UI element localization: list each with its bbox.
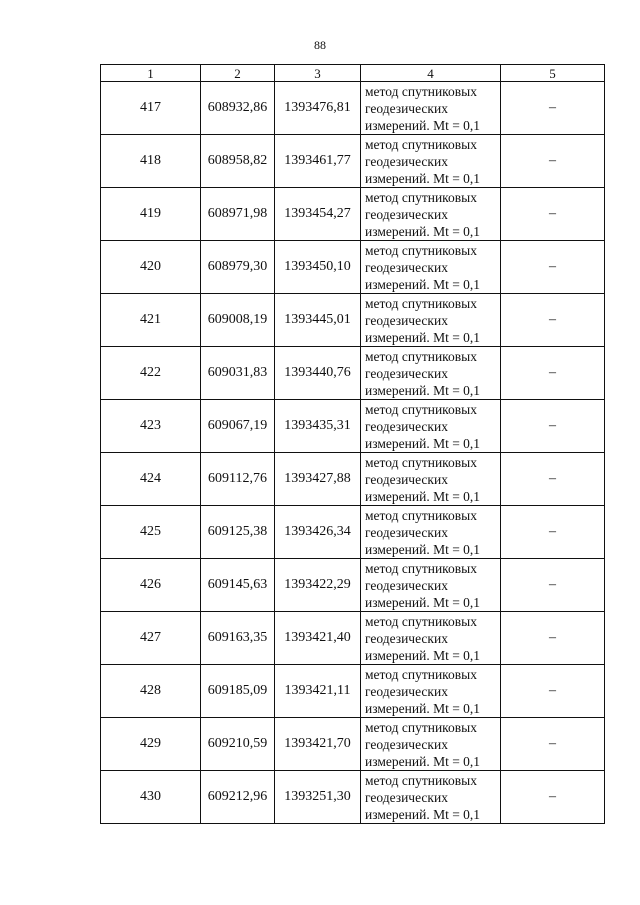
table-row [101, 612, 605, 665]
method-line: метод спутниковых [365, 507, 477, 523]
y-coordinate-cell: 1393454,27 [275, 188, 361, 241]
method-cell [361, 559, 501, 612]
method-cell [361, 82, 501, 135]
method-line: метод спутниковых [365, 242, 477, 258]
method-line: метод спутниковых [365, 772, 477, 788]
table-row [101, 135, 605, 188]
table-row [101, 188, 605, 241]
note-cell: – [501, 400, 605, 453]
point-number-cell: 419 [101, 188, 201, 241]
method-line: геодезических [365, 418, 448, 434]
method-line: геодезических [365, 683, 448, 699]
method-line: метод спутниковых [365, 401, 477, 417]
method-line: измерений. Mt = 0,1 [365, 541, 481, 557]
method-line: метод спутниковых [365, 83, 477, 99]
table-body [101, 82, 605, 824]
y-coordinate-cell: 1393251,30 [275, 771, 361, 824]
method-line: метод спутниковых [365, 189, 477, 205]
method-cell [361, 612, 501, 665]
method-line: метод спутниковых [365, 719, 477, 735]
method-line: геодезических [365, 577, 448, 593]
method-line: измерений. Mt = 0,1 [365, 488, 481, 504]
x-coordinate-cell: 609145,63 [201, 559, 275, 612]
y-coordinate-cell: 1393435,31 [275, 400, 361, 453]
method-line: измерений. Mt = 0,1 [365, 594, 481, 610]
method-cell [361, 188, 501, 241]
note-cell: – [501, 347, 605, 400]
method-line: измерений. Mt = 0,1 [365, 700, 481, 716]
column-header-2: 2 [201, 65, 275, 82]
x-coordinate-cell: 608958,82 [201, 135, 275, 188]
y-coordinate-cell: 1393440,76 [275, 347, 361, 400]
x-coordinate-cell: 609031,83 [201, 347, 275, 400]
method-line: геодезических [365, 153, 448, 169]
x-coordinate-cell: 609008,19 [201, 294, 275, 347]
y-coordinate-cell: 1393422,29 [275, 559, 361, 612]
table-row [101, 718, 605, 771]
table-row [101, 771, 605, 824]
x-coordinate-cell: 609125,38 [201, 506, 275, 559]
method-line: метод спутниковых [365, 136, 477, 152]
x-coordinate-cell: 609067,19 [201, 400, 275, 453]
note-cell: – [501, 135, 605, 188]
x-coordinate-cell: 609212,96 [201, 771, 275, 824]
table-row [101, 82, 605, 135]
method-cell [361, 506, 501, 559]
note-cell: – [501, 506, 605, 559]
table-row [101, 400, 605, 453]
note-cell: – [501, 241, 605, 294]
y-coordinate-cell: 1393426,34 [275, 506, 361, 559]
x-coordinate-cell: 608932,86 [201, 82, 275, 135]
method-line: геодезических [365, 524, 448, 540]
column-header-1: 1 [101, 65, 201, 82]
note-cell: – [501, 453, 605, 506]
method-line: геодезических [365, 206, 448, 222]
method-line: метод спутниковых [365, 295, 477, 311]
note-cell: – [501, 559, 605, 612]
note-cell: – [501, 188, 605, 241]
method-cell [361, 453, 501, 506]
method-line: измерений. Mt = 0,1 [365, 435, 481, 451]
method-line: геодезических [365, 789, 448, 805]
table-row [101, 559, 605, 612]
point-number-cell: 430 [101, 771, 201, 824]
method-line: метод спутниковых [365, 348, 477, 364]
method-line: измерений. Mt = 0,1 [365, 382, 481, 398]
method-line: метод спутниковых [365, 560, 477, 576]
table-row [101, 241, 605, 294]
y-coordinate-cell: 1393421,11 [275, 665, 361, 718]
point-number-cell: 420 [101, 241, 201, 294]
point-number-cell: 417 [101, 82, 201, 135]
method-cell [361, 241, 501, 294]
method-cell [361, 400, 501, 453]
y-coordinate-cell: 1393421,40 [275, 612, 361, 665]
note-cell: – [501, 82, 605, 135]
x-coordinate-cell: 609185,09 [201, 665, 275, 718]
method-cell [361, 718, 501, 771]
x-coordinate-cell: 609112,76 [201, 453, 275, 506]
method-line: измерений. Mt = 0,1 [365, 647, 481, 663]
method-line: геодезических [365, 365, 448, 381]
method-line: измерений. Mt = 0,1 [365, 753, 481, 769]
note-cell: – [501, 294, 605, 347]
method-cell [361, 135, 501, 188]
point-number-cell: 428 [101, 665, 201, 718]
method-cell [361, 771, 501, 824]
x-coordinate-cell: 608971,98 [201, 188, 275, 241]
table-row [101, 453, 605, 506]
note-cell: – [501, 612, 605, 665]
y-coordinate-cell: 1393450,10 [275, 241, 361, 294]
method-line: метод спутниковых [365, 666, 477, 682]
point-number-cell: 429 [101, 718, 201, 771]
note-cell: – [501, 771, 605, 824]
point-number-cell: 424 [101, 453, 201, 506]
table-header-row [101, 65, 605, 82]
method-cell [361, 347, 501, 400]
column-header-5: 5 [501, 65, 605, 82]
point-number-cell: 418 [101, 135, 201, 188]
point-number-cell: 427 [101, 612, 201, 665]
note-cell: – [501, 718, 605, 771]
y-coordinate-cell: 1393427,88 [275, 453, 361, 506]
x-coordinate-cell: 608979,30 [201, 241, 275, 294]
method-line: метод спутниковых [365, 454, 477, 470]
coordinates-table [100, 64, 605, 824]
y-coordinate-cell: 1393461,77 [275, 135, 361, 188]
point-number-cell: 421 [101, 294, 201, 347]
method-line: измерений. Mt = 0,1 [365, 223, 481, 239]
point-number-cell: 423 [101, 400, 201, 453]
method-cell [361, 665, 501, 718]
x-coordinate-cell: 609163,35 [201, 612, 275, 665]
method-line: геодезических [365, 736, 448, 752]
x-coordinate-cell: 609210,59 [201, 718, 275, 771]
column-header-3: 3 [275, 65, 361, 82]
point-number-cell: 425 [101, 506, 201, 559]
method-line: измерений. Mt = 0,1 [365, 806, 481, 822]
table-row [101, 506, 605, 559]
y-coordinate-cell: 1393476,81 [275, 82, 361, 135]
y-coordinate-cell: 1393421,70 [275, 718, 361, 771]
column-header-4: 4 [361, 65, 501, 82]
method-line: геодезических [365, 312, 448, 328]
method-line: метод спутниковых [365, 613, 477, 629]
method-line: геодезических [365, 259, 448, 275]
point-number-cell: 422 [101, 347, 201, 400]
table-row [101, 347, 605, 400]
table-row [101, 665, 605, 718]
method-line: измерений. Mt = 0,1 [365, 329, 481, 345]
method-line: геодезических [365, 100, 448, 116]
method-line: геодезических [365, 471, 448, 487]
method-line: геодезических [365, 630, 448, 646]
method-line: измерений. Mt = 0,1 [365, 170, 481, 186]
method-cell [361, 294, 501, 347]
table-row [101, 294, 605, 347]
note-cell: – [501, 665, 605, 718]
method-line: измерений. Mt = 0,1 [365, 117, 481, 133]
y-coordinate-cell: 1393445,01 [275, 294, 361, 347]
point-number-cell: 426 [101, 559, 201, 612]
method-line: измерений. Mt = 0,1 [365, 276, 481, 292]
page-number: 88 [314, 38, 326, 52]
